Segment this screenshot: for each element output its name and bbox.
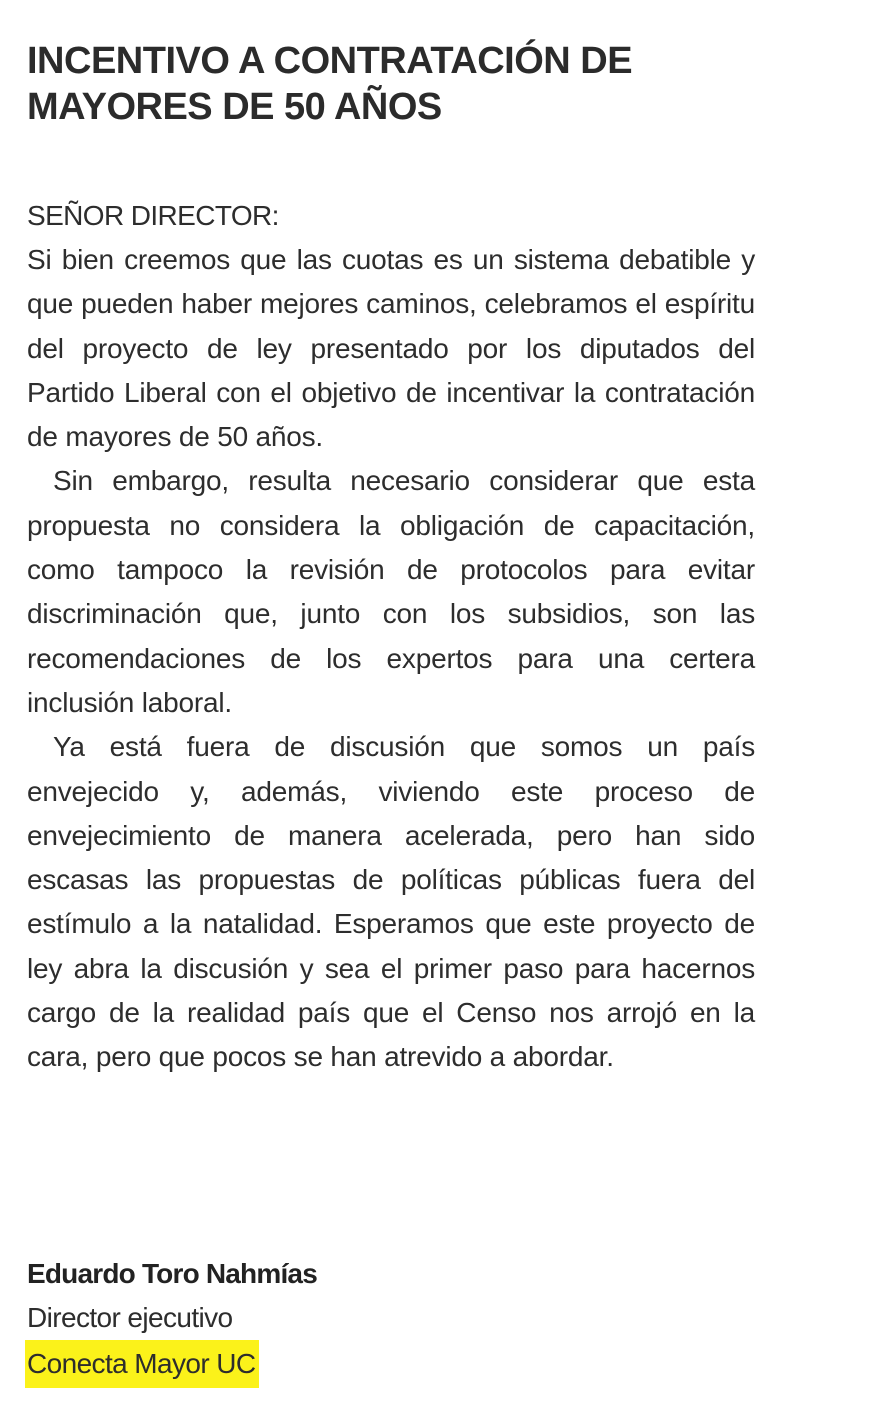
paragraph-1: Si bien creemos que las cuotas es un sistema debatible y que pueden haber mejores caminos, celebramos el espíritu del proyecto de ley presentado por los diputados del Partido Liberal con el objetivo de incentivar la contratación de mayores de 50 años.: [27, 244, 755, 453]
headline-line-1: INCENTIVO A CONTRATACIÓN DE: [27, 40, 633, 82]
salutation: SEÑOR DIRECTOR:: [27, 200, 279, 231]
headline: [27, 38, 755, 130]
headline-line-2: MAYORES DE 50 AÑOS: [27, 86, 442, 128]
paragraph-2: Sin embargo, resulta necesario considerar que esta propuesta no considera la obligación de capacitación, como tampoco la revisión de protocolos para evitar discriminación que, junto con los subsidios, son las recomendaciones de los expertos para una certera inclusión laboral.: [27, 465, 755, 718]
author-organization: Conecta Mayor UC: [25, 1340, 259, 1388]
author-role: Director ejecutivo: [27, 1302, 233, 1333]
letter-article: [27, 38, 755, 1080]
signature-block: [27, 1252, 317, 1388]
letter-body: [27, 238, 755, 1080]
paragraph-3: Ya está fuera de discusión que somos un país envejecido y, además, viviendo este proceso de envejecimiento de manera acelerada, pero han sido escasas las propuestas de políticas públicas fuera del estímulo a la natalidad. Esperamos que este proyecto de ley abra la discusión y sea el primer paso para hacernos cargo de la realidad país que el Censo nos arrojó en la cara, pero que pocos se han atrevido a abordar.: [27, 731, 755, 1073]
author-name: Eduardo Toro Nahmías: [27, 1258, 317, 1289]
